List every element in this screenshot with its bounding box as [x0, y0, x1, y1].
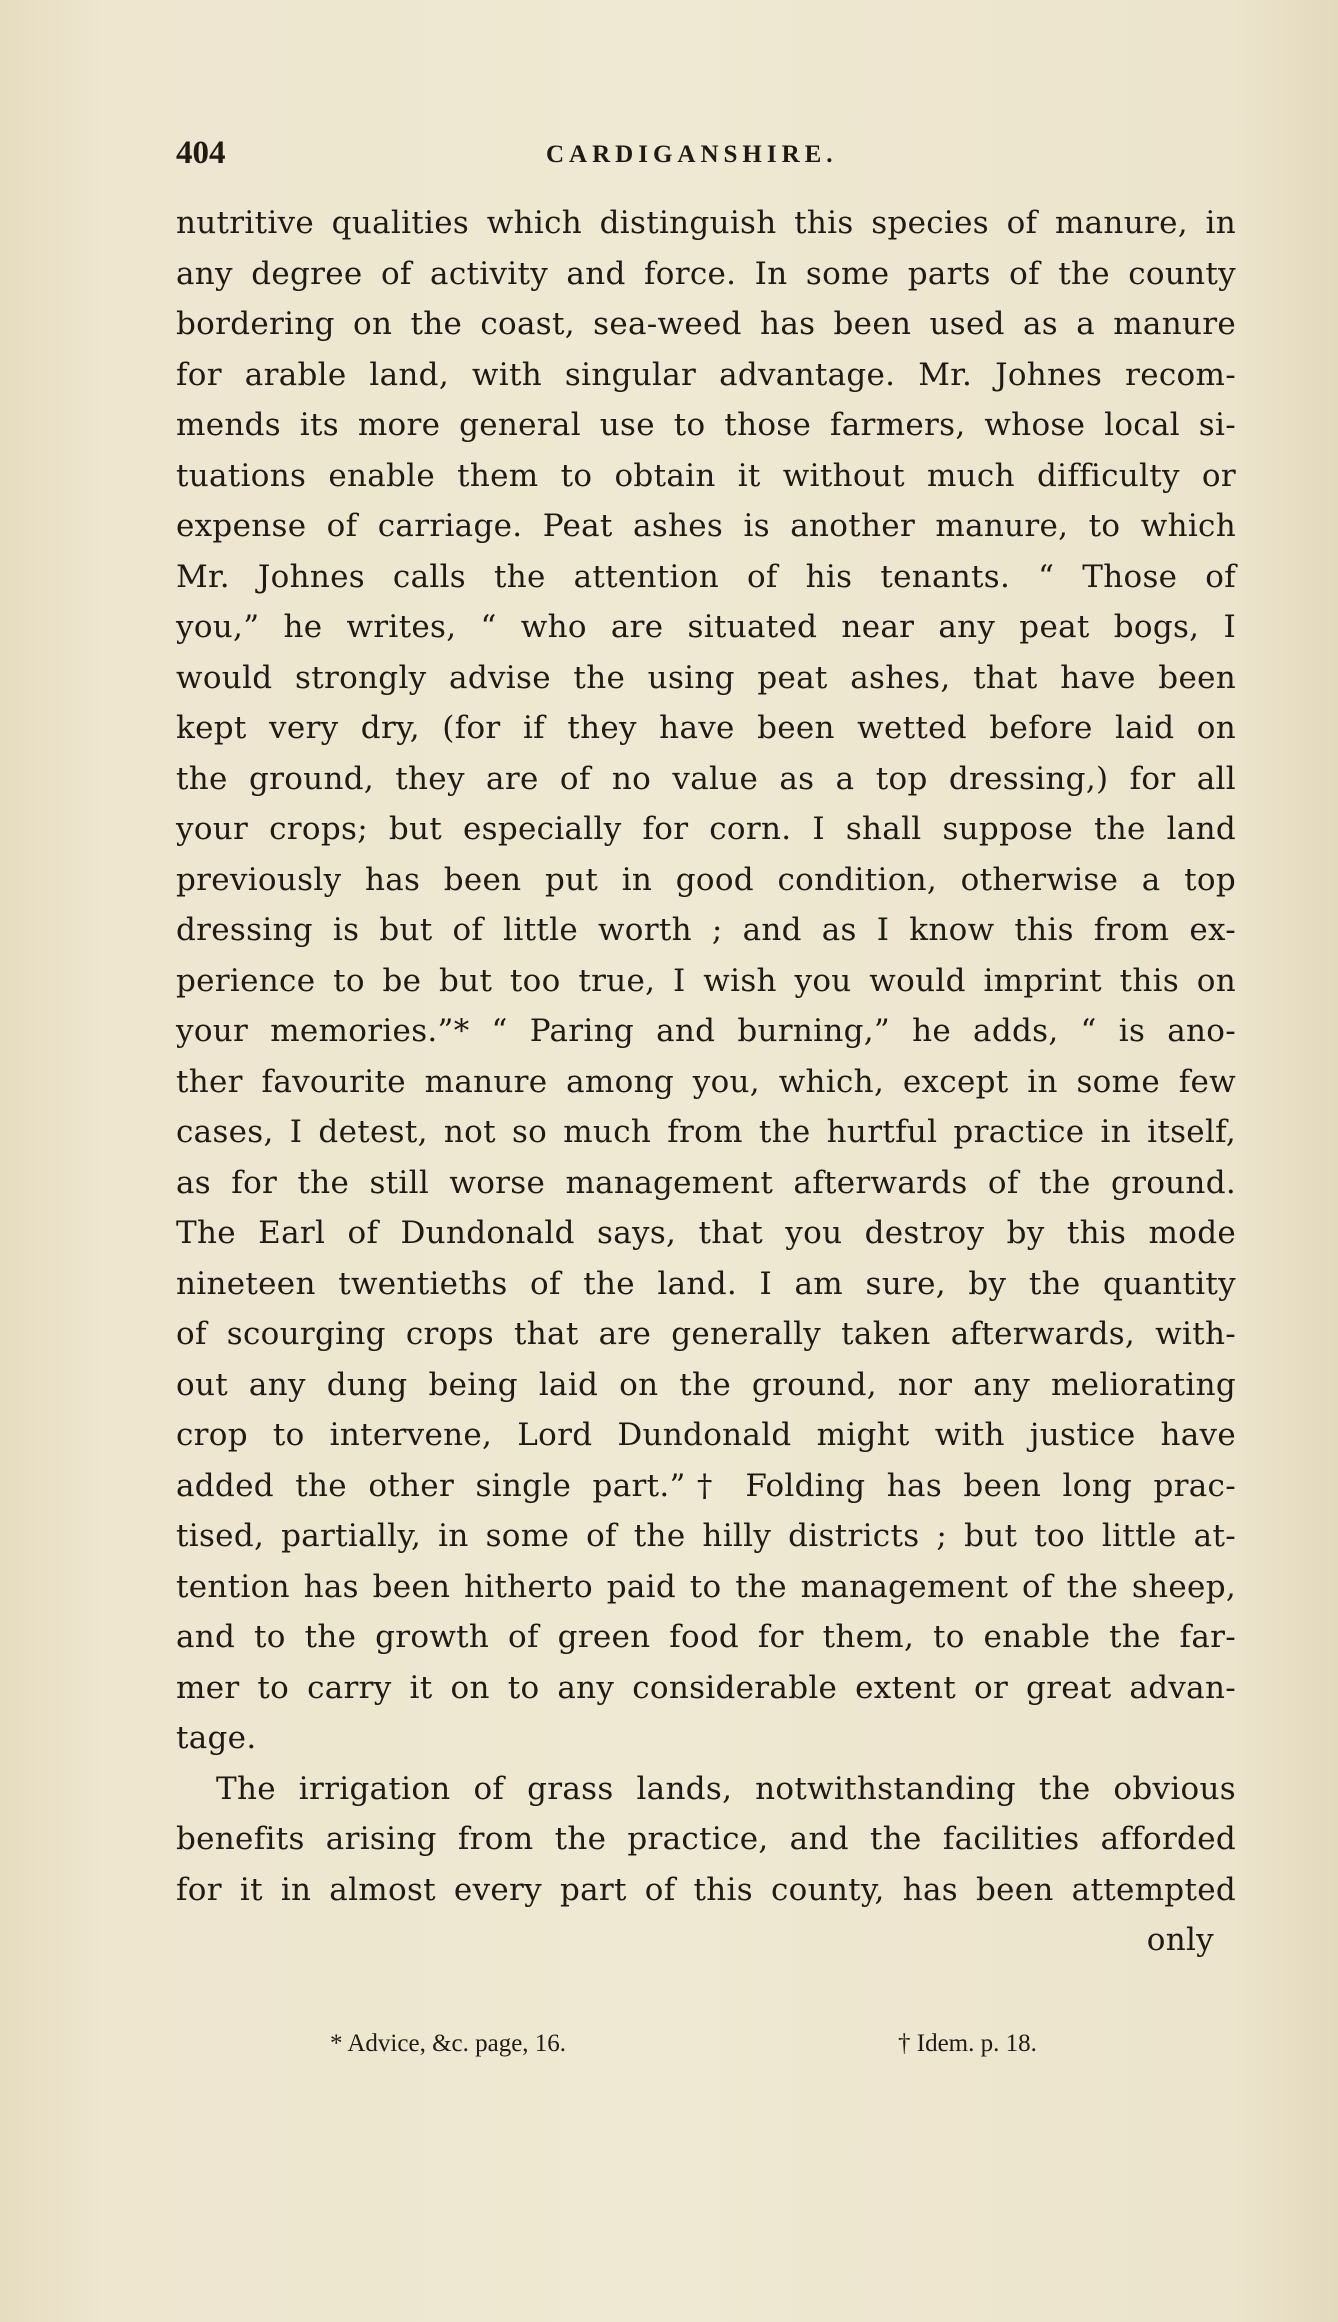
text-line: tuations enable them to obtain it without much difficulty or [176, 457, 1236, 494]
text-line: your crops; but especially for corn. I shall suppose the land [176, 811, 1236, 847]
text-line: mends its more general use to those farmers, whose local si- [176, 407, 1236, 443]
catchword: only [1146, 1922, 1214, 1958]
footnote-1: * Advice, &c. page, 16. [330, 2030, 567, 2057]
text-line: Mr. Johnes calls the attention of his tenants. “ Those of [176, 558, 1236, 595]
text-line: mer to carry it on to any considerable extent or great advan- [176, 1669, 1236, 1706]
text-line: of scourging crops that are generally taken afterwards, with- [176, 1316, 1236, 1352]
page-number: 404 [176, 135, 226, 171]
text-line: as for the still worse management afterwards of the ground. [176, 1164, 1236, 1201]
paragraph-start-line: The irrigation of grass lands, notwithstanding the obvious [216, 1770, 1236, 1807]
text-line: added the other single part.”† Folding has been long prac- [176, 1467, 1236, 1504]
text-line: out any dung being laid on the ground, nor any meliorating [176, 1366, 1236, 1403]
text-line: nutritive qualities which distinguish this species of manure, in [176, 205, 1236, 241]
paragraph-end-line: tage. [176, 1720, 257, 1756]
text-line: nineteen twentieths of the land. I am sure, by the quantity [176, 1265, 1236, 1302]
text-line: expense of carriage. Peat ashes is another manure, to which [176, 508, 1236, 544]
text-line: kept very dry, (for if they have been wetted before laid on [176, 710, 1236, 746]
text-line: ther favourite manure among you, which, except in some few [176, 1063, 1236, 1100]
text-line: the ground, they are of no value as a top dressing,) for all [176, 760, 1236, 797]
text-line: bordering on the coast, sea-weed has been used as a manure [176, 306, 1236, 342]
text-line: crop to intervene, Lord Dundonald might with justice have [176, 1417, 1236, 1453]
text-line: cases, I detest, not so much from the hurtful practice in itself, [176, 1114, 1236, 1150]
text-line: The Earl of Dundonald says, that you destroy by this mode [176, 1215, 1236, 1251]
text-line: you,” he writes, “ who are situated near any peat bogs, I [176, 609, 1236, 645]
text-line: and to the growth of green food for them, to enable the far- [176, 1619, 1236, 1655]
text-line: for arable land, with singular advantage. Mr. Johnes recom- [176, 356, 1236, 393]
footnote-2: † Idem. p. 18. [898, 2030, 1037, 2057]
text-line: tised, partially, in some of the hilly districts ; but too little at- [176, 1518, 1236, 1554]
body-text [176, 198, 1236, 1966]
text-line: benefits arising from the practice, and the facilities afforded [176, 1821, 1236, 1857]
text-line: for it in almost every part of this county, has been attempted [176, 1871, 1236, 1908]
footnotes [330, 2030, 1130, 2066]
text-line: would strongly advise the using peat ashes, that have been [176, 659, 1236, 696]
page-header [176, 135, 1162, 175]
text-line: your memories.”* “ Paring and burning,” he adds, “ is ano- [176, 1013, 1236, 1049]
text-line: dressing is but of little worth ; and as I know this from ex- [176, 912, 1236, 948]
text-line: previously has been put in good condition, otherwise a top [176, 861, 1236, 898]
text-line: perience to be but too true, I wish you would imprint this on [176, 962, 1236, 999]
text-line: tention has been hitherto paid to the management of the sheep, [176, 1568, 1236, 1605]
running-head: CARDIGANSHIRE. [546, 141, 838, 168]
text-line: any degree of activity and force. In some parts of the county [176, 255, 1236, 292]
